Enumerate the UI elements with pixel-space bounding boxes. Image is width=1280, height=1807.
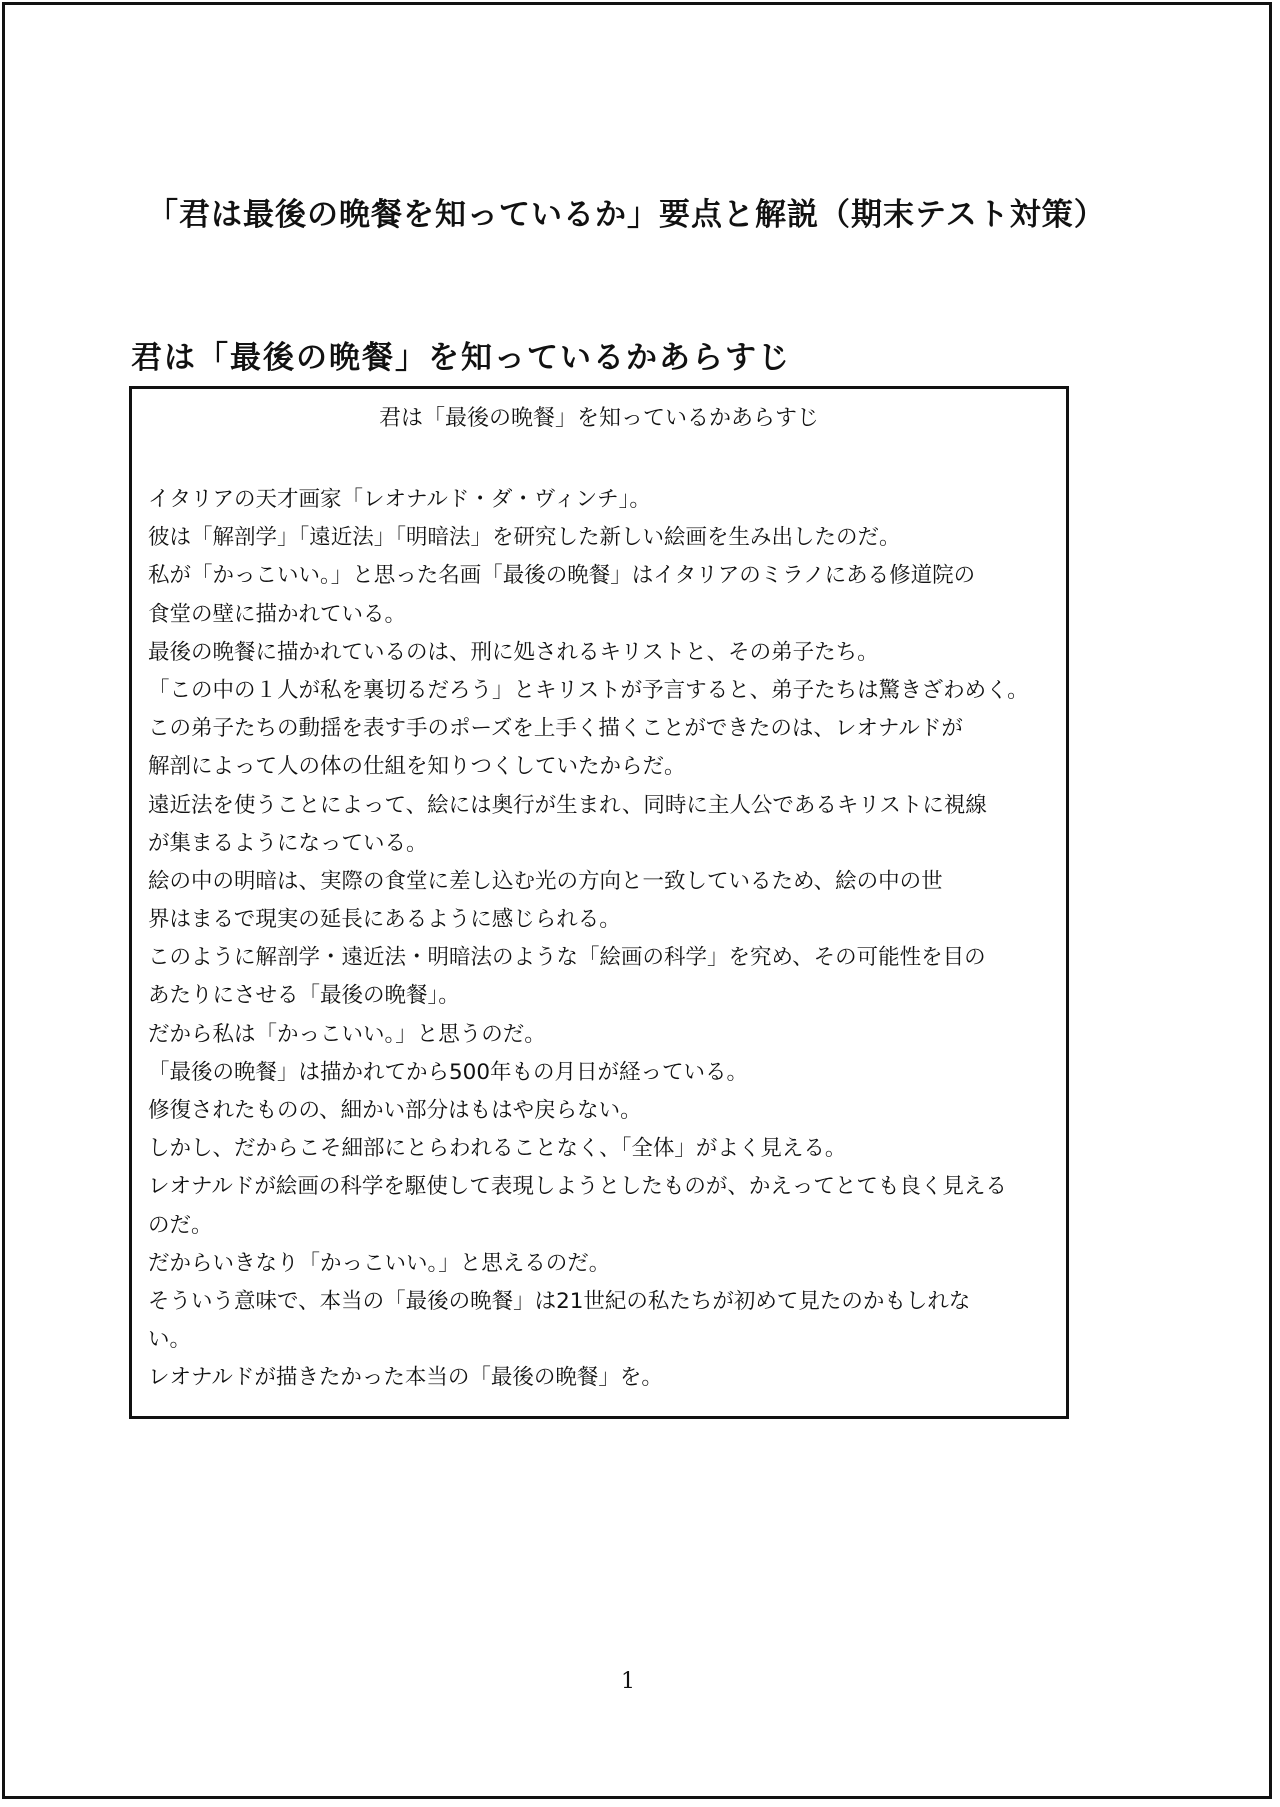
document-title: 「君は最後の晩餐を知っているか」要点と解説（期末テスト対策） [147,197,1106,233]
summary-line: 遠近法を使うことによって、絵には奥行が生まれ、同時に主人公であるキリストに視線 [148,792,987,818]
summary-lines [148,481,1056,1398]
summary-line: イタリアの天才画家「レオナルド・ダ・ヴィンチ」。 [148,487,651,512]
summary-line: 最後の晩餐に描かれているのは、刑に処されるキリストと、その弟子たち。 [148,639,879,665]
summary-line: レオナルドが描きたかった本当の「最後の晩餐」を。 [148,1365,663,1391]
summary-line: い。 [148,1327,192,1353]
summary-line: この弟子たちの動揺を表す手のポーズを上手く描くことができたのは、レオナルドが [148,716,963,742]
section-heading: 君は「最後の晩餐」を知っているかあらすじ [131,340,791,376]
summary-line: 私が「かっこいい。」と思った名画「最後の晩餐」はイタリアのミラノにある修道院の [148,563,976,589]
summary-line: 彼は「解剖学」「遠近法」「明暗法」を研究した新しい絵画を生み出したのだ。 [148,525,901,551]
summary-box-title: 君は「最後の晩餐」を知っているかあらすじ [378,406,819,431]
summary-line: 「この中の１人が私を裏切るだろう」とキリストが予言すると、弟子たちは驚きざわめく。 [148,677,1029,703]
summary-line: だからいきなり「かっこいい。」と思えるのだ。 [148,1250,611,1276]
page-number: 1 [621,1669,635,1694]
summary-line: 解剖によって人の体の仕組を知りつくしていたからだ。 [148,754,686,780]
summary-line: のだ。 [148,1212,213,1238]
summary-line: レオナルドが絵画の科学を駆使して表現しようとしたものが、かえってとても良く見える [148,1174,1007,1200]
summary-line: しかし、だからこそ細部にとらわれることなく、「全体」がよく見える。 [148,1136,847,1162]
summary-box [129,386,1069,1419]
summary-line: このように解剖学・遠近法・明暗法のような「絵画の科学」を究め、その可能性を目の [148,945,986,971]
summary-line: あたりにさせる「最後の晩餐」。 [148,983,460,1009]
summary-line: が集まるようになっている。 [148,830,428,856]
summary-line: 「最後の晩餐」は描かれてから500年もの月日が経っている。 [148,1059,749,1085]
summary-line: 食堂の壁に描かれている。 [148,601,407,627]
page-frame [2,2,1272,1799]
summary-line: だから私は「かっこいい。」と思うのだ。 [148,1021,546,1047]
summary-line: 界はまるで現実の延長にあるように感じられる。 [148,907,621,933]
summary-line: そういう意味で、本当の「最後の晩餐」は21世紀の私たちが初めて見たのかもしれな [148,1288,971,1314]
summary-line: 修復されたものの、細かい部分はもはや戻らない。 [148,1098,642,1123]
summary-line: 絵の中の明暗は、実際の食堂に差し込む光の方向と一致しているため、絵の中の世 [148,868,943,894]
